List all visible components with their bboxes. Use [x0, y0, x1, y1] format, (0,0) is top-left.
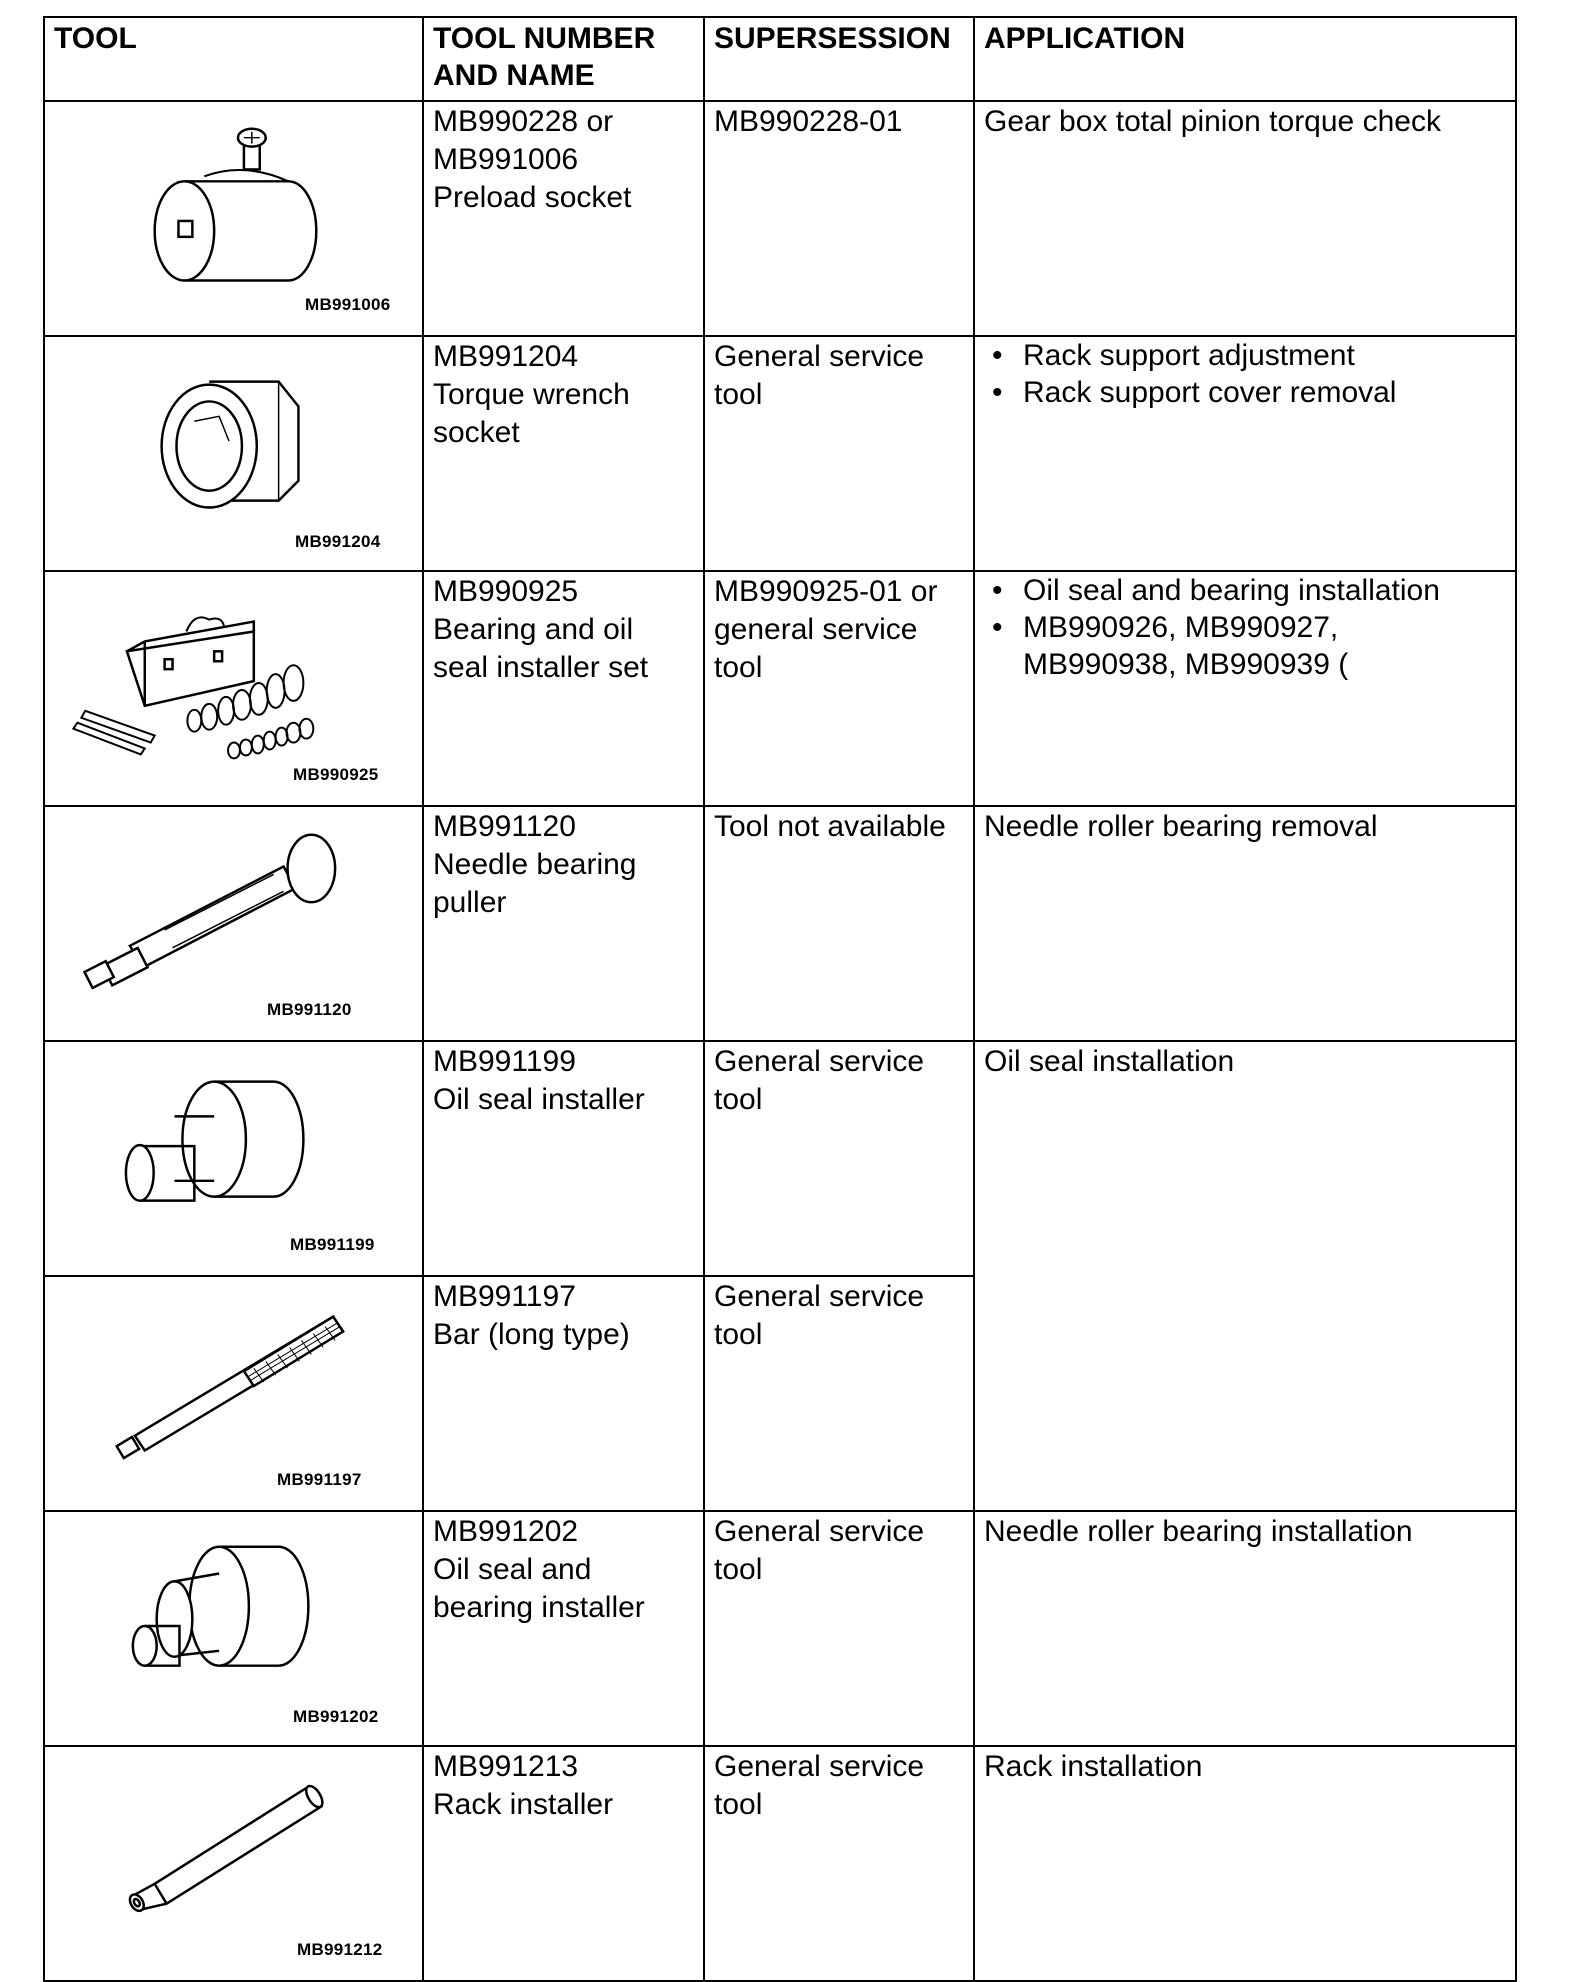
application-cell	[974, 336, 1516, 571]
application-bullet: • Rack support cover removal	[975, 374, 1506, 411]
table-row	[44, 1041, 1516, 1276]
tool-image-code: MB991199	[290, 1235, 375, 1254]
table-row	[44, 571, 1516, 806]
application-bullet: • Oil seal and bearing installation	[975, 572, 1506, 609]
tool-image-cell	[44, 806, 423, 1041]
table-row	[44, 101, 1516, 336]
tool-number-name-cell	[423, 571, 704, 806]
header-supersession: SUPERSESSION	[704, 17, 974, 101]
tool-image-code: MB991197	[277, 1470, 362, 1489]
header-application: APPLICATION	[974, 17, 1516, 101]
tool-name-line: Preload socket	[433, 181, 632, 214]
bar-long-type-icon	[45, 1277, 422, 1510]
supersession-cell	[704, 1746, 974, 1981]
application-text: Needle roller bearing installation	[984, 1515, 1413, 1548]
special-tools-table	[43, 16, 1517, 1982]
supersession-line: tool	[714, 1788, 763, 1821]
table-row	[44, 806, 1516, 1041]
table-header-row	[44, 17, 1516, 101]
tool-name-line: socket	[433, 416, 520, 449]
tool-image-cell	[44, 571, 423, 806]
table-row	[44, 1511, 1516, 1746]
supersession-cell	[704, 336, 974, 571]
supersession-cell	[704, 1511, 974, 1746]
application-list	[975, 572, 1515, 683]
supersession-line: MB990228-01	[714, 105, 903, 138]
tool-number-line: MB991204	[433, 340, 579, 373]
supersession-line: Tool not available	[714, 810, 946, 843]
application-cell	[974, 1041, 1516, 1511]
tool-image-cell	[44, 1276, 423, 1511]
supersession-line: General service	[714, 1045, 925, 1078]
tool-number-name-cell	[423, 1276, 704, 1511]
header-tool: TOOL	[44, 17, 423, 101]
tool-name-line: Rack installer	[433, 1788, 614, 1821]
tool-image-code: MB991204	[295, 532, 381, 551]
tool-number-line: MB991006	[433, 143, 579, 176]
application-bullet: • Rack support adjustment	[975, 337, 1506, 374]
application-bullet-line: MB990938, MB990939 (	[1023, 648, 1349, 681]
tool-name-line: puller	[433, 886, 507, 919]
tool-image-code: MB991202	[293, 1707, 379, 1726]
tool-image-cell	[44, 101, 423, 336]
application-list	[975, 337, 1515, 411]
application-text: Gear box total pinion torque check	[984, 105, 1441, 138]
table-row	[44, 336, 1516, 571]
application-bullet	[975, 609, 1506, 683]
tool-number-line: MB991199	[433, 1045, 576, 1078]
supersession-line: general service	[714, 613, 918, 646]
application-cell	[974, 1511, 1516, 1746]
tool-number-name-cell	[423, 101, 704, 336]
supersession-line: MB990925-01 or	[714, 575, 938, 608]
application-text: Rack installation	[984, 1750, 1203, 1783]
supersession-line: General service	[714, 340, 925, 373]
table-row	[44, 1746, 1516, 1981]
supersession-line: tool	[714, 1083, 763, 1116]
tool-name-line: Oil seal and	[433, 1553, 592, 1586]
tool-image-code: MB990925	[293, 765, 379, 784]
tool-number-line: MB991202	[433, 1515, 579, 1548]
supersession-cell	[704, 101, 974, 336]
supersession-line: tool	[714, 1318, 763, 1351]
tool-number-name-cell	[423, 1511, 704, 1746]
application-cell	[974, 806, 1516, 1041]
tool-name-line: Torque wrench	[433, 378, 630, 411]
tool-number-line: MB991213	[433, 1750, 579, 1783]
tool-image-cell	[44, 1511, 423, 1746]
tool-number-line: MB991120	[433, 810, 576, 843]
tool-image-code: MB991120	[267, 1000, 352, 1019]
supersession-line: General service	[714, 1280, 925, 1313]
tool-name-line: seal installer set	[433, 651, 649, 684]
tool-number-name-cell	[423, 1746, 704, 1981]
tool-image-cell	[44, 1041, 423, 1276]
tool-name-line: Bar (long type)	[433, 1318, 630, 1351]
supersession-line: General service	[714, 1515, 925, 1548]
tool-image-cell	[44, 1746, 423, 1981]
tool-number-name-cell	[423, 806, 704, 1041]
application-bullet-line: • MB990926, MB990927,	[1023, 611, 1339, 644]
tool-name-line: bearing installer	[433, 1591, 645, 1624]
tool-name-line: Needle bearing	[433, 848, 637, 881]
application-text: Oil seal installation	[984, 1045, 1235, 1078]
tool-name-line: Oil seal installer	[433, 1083, 645, 1116]
supersession-cell	[704, 1276, 974, 1511]
supersession-cell	[704, 806, 974, 1041]
tool-number-line: MB990228 or	[433, 105, 614, 138]
supersession-line: tool	[714, 1553, 763, 1586]
application-cell	[974, 101, 1516, 336]
header-tool-number-name: TOOL NUMBER AND NAME	[423, 17, 704, 101]
tool-name-line: Bearing and oil	[433, 613, 634, 646]
supersession-line: tool	[714, 378, 763, 411]
tool-image-code: MB991212	[297, 1940, 383, 1959]
tool-number-name-cell	[423, 1041, 704, 1276]
tool-number-name-cell	[423, 336, 704, 571]
application-cell	[974, 571, 1516, 806]
needle-bearing-puller-icon	[45, 807, 422, 1040]
application-text: Needle roller bearing removal	[984, 810, 1378, 843]
tool-number-line: MB991197	[433, 1280, 576, 1313]
tool-number-line: MB990925	[433, 575, 579, 608]
supersession-cell	[704, 571, 974, 806]
supersession-line: General service	[714, 1750, 925, 1783]
tool-image-code: MB991006	[305, 295, 391, 314]
supersession-cell	[704, 1041, 974, 1276]
application-cell	[974, 1746, 1516, 1981]
supersession-line: tool	[714, 651, 763, 684]
tool-image-cell	[44, 336, 423, 571]
